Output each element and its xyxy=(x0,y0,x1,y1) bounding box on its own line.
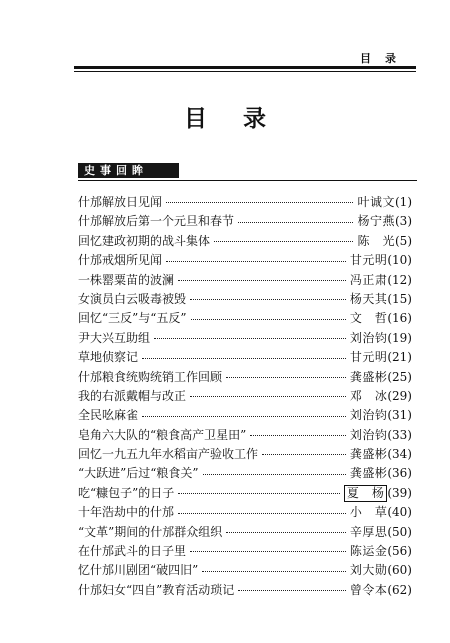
toc-entry-author: 甘元明 xyxy=(349,350,388,365)
toc-entry-title: 回忆建政初期的战斗集体 xyxy=(78,233,211,248)
toc-entry-page: (50) xyxy=(387,524,412,539)
toc-entry[interactable] xyxy=(78,503,412,522)
running-header xyxy=(0,50,450,66)
toc-entry-title: 吃“糠包子”的日子 xyxy=(78,485,175,500)
toc-entry-title: 什邡粮食统购统销工作回顾 xyxy=(78,369,223,384)
toc-entry-page: (19) xyxy=(387,330,412,345)
toc-entry-page: (21) xyxy=(387,350,412,365)
toc-entry-page: (36) xyxy=(387,466,412,481)
toc-entry[interactable] xyxy=(78,329,412,348)
toc-entry[interactable] xyxy=(78,251,412,270)
toc-entry[interactable] xyxy=(78,368,412,387)
header-rule-thin xyxy=(74,71,416,72)
toc-entry-page: (29) xyxy=(387,388,412,403)
toc-entry-author: 刘大勋 xyxy=(349,563,388,578)
toc-entry[interactable] xyxy=(78,523,412,542)
toc-entry-author: 邓 冰 xyxy=(349,388,388,403)
toc-entry-title: 皂角六大队的“粮食高产卫星田” xyxy=(78,427,247,442)
toc-entry[interactable] xyxy=(78,581,412,600)
toc-entry-title: 一株罂粟苗的波澜 xyxy=(78,272,175,287)
toc-entry-title: 什邡妇女“四自”教育活动琐记 xyxy=(78,582,235,597)
toc-entry-title: 尹大兴互助组 xyxy=(78,330,151,345)
toc-entry-page: (40) xyxy=(387,505,412,520)
toc-entry-author: 龚盛彬 xyxy=(349,466,388,481)
dot-leader xyxy=(142,416,346,417)
dot-leader xyxy=(178,513,346,514)
toc-entry-page: (1) xyxy=(395,195,412,209)
toc-entry-page: (5) xyxy=(395,233,412,248)
dot-leader xyxy=(154,338,346,339)
dot-leader xyxy=(178,280,346,281)
toc-entry-author: 龚盛彬 xyxy=(349,447,388,462)
toc-entry-page: (3) xyxy=(395,214,412,229)
toc-entry[interactable] xyxy=(78,464,412,483)
toc-entry-title: 什邡解放日见闻 xyxy=(78,195,163,209)
dot-leader xyxy=(214,241,353,242)
toc-entry[interactable] xyxy=(78,484,412,503)
toc-entry-page: (25) xyxy=(387,369,412,384)
toc-entry[interactable] xyxy=(78,348,412,367)
toc-entry-author: 刘治钧 xyxy=(349,408,388,423)
toc-entry-author: 杨宁燕 xyxy=(357,214,395,229)
header-rule xyxy=(74,66,416,69)
toc-entry[interactable] xyxy=(78,542,412,561)
table-of-contents xyxy=(78,193,412,600)
toc-entry-author: 杨天其 xyxy=(349,291,388,306)
toc-entry-author: 陈运金 xyxy=(349,544,388,559)
toc-entry[interactable] xyxy=(78,271,412,290)
toc-entry-author: 曾令本 xyxy=(349,582,388,597)
dot-leader xyxy=(190,299,346,300)
toc-entry-page: (15) xyxy=(387,291,412,306)
toc-entry[interactable] xyxy=(78,387,412,406)
toc-entry-title: 全民吆麻雀 xyxy=(78,408,139,423)
toc-entry-page: (16) xyxy=(387,311,412,326)
section-rule xyxy=(78,180,417,181)
toc-entry-author: 小 草 xyxy=(349,505,388,520)
toc-entry-author: 刘治钧 xyxy=(349,427,388,442)
dot-leader xyxy=(226,377,346,378)
toc-entry[interactable] xyxy=(78,290,412,309)
toc-entry-page: (56) xyxy=(387,544,412,559)
toc-entry-title: 草地侦察记 xyxy=(78,350,139,365)
dot-leader xyxy=(238,222,353,223)
toc-entry-title: “大跃进”后过“粮食关” xyxy=(78,466,199,481)
toc-entry[interactable] xyxy=(78,309,412,328)
toc-entry-page: (34) xyxy=(387,447,412,462)
toc-entry-title: 忆什邡川剧团“破四旧” xyxy=(78,563,199,578)
toc-entry-page: (62) xyxy=(387,582,412,597)
toc-entry-page: (10) xyxy=(387,253,412,268)
toc-entry-title: 十年浩劫中的什邡 xyxy=(78,505,175,520)
running-header-title: 目录 xyxy=(360,52,410,65)
toc-entry-title: 什邡戒烟所见闻 xyxy=(78,253,163,268)
toc-entry-page: (31) xyxy=(387,408,412,423)
dot-leader xyxy=(203,474,346,475)
toc-entry-author: 文 哲 xyxy=(349,311,388,326)
toc-entry-author: 叶诚文 xyxy=(357,195,395,209)
toc-entry-title: 回忆一九五九年水稻亩产验收工作 xyxy=(78,447,259,462)
dot-leader xyxy=(142,358,346,359)
toc-entry-title: 我的右派戴帽与改正 xyxy=(78,388,187,403)
section-label: 史事回眸 xyxy=(84,164,148,177)
dot-leader xyxy=(178,493,340,494)
dot-leader xyxy=(166,202,353,203)
dot-leader xyxy=(202,571,346,572)
toc-entry[interactable] xyxy=(78,212,412,231)
toc-entry[interactable] xyxy=(78,561,412,580)
toc-entry[interactable] xyxy=(78,426,412,445)
toc-entry[interactable] xyxy=(78,445,412,464)
toc-entry-title: 女演员白云吸毒被毁 xyxy=(78,291,187,306)
toc-entry[interactable] xyxy=(78,232,412,251)
toc-entry-page: (12) xyxy=(387,272,412,287)
toc-entry-title: 回忆“三反”与“五反” xyxy=(78,311,187,326)
dot-leader xyxy=(226,532,346,533)
dot-leader xyxy=(250,435,346,436)
toc-entry-author: 冯正肃 xyxy=(349,272,388,287)
page-title: 目录 xyxy=(184,105,302,132)
toc-entry-author: 甘元明 xyxy=(349,253,388,268)
toc-entry-author: 龚盛彬 xyxy=(349,369,388,384)
toc-entry-title: “文革”期间的什邡群众组织 xyxy=(78,524,223,539)
dot-leader xyxy=(262,454,346,455)
dot-leader xyxy=(238,590,346,591)
toc-entry-title: 什邡解放后第一个元旦和春节 xyxy=(78,214,235,229)
toc-entry-author: 刘治钧 xyxy=(349,330,388,345)
section-banner xyxy=(78,163,179,178)
toc-entry[interactable] xyxy=(78,406,412,425)
toc-entry-page: (60) xyxy=(387,563,412,578)
toc-entry-title: 在什邡武斗的日子里 xyxy=(78,544,187,559)
dot-leader xyxy=(166,261,346,262)
toc-entry-author: 夏 杨 xyxy=(344,485,388,502)
toc-entry-page: (39) xyxy=(387,485,412,500)
toc-entry-page: (33) xyxy=(387,427,412,442)
toc-entry-author: 陈 光 xyxy=(357,233,395,248)
dot-leader xyxy=(190,551,346,552)
dot-leader xyxy=(190,396,346,397)
toc-entry-author: 辛厚思 xyxy=(349,524,388,539)
toc-entry[interactable] xyxy=(78,193,412,212)
dot-leader xyxy=(191,319,346,320)
